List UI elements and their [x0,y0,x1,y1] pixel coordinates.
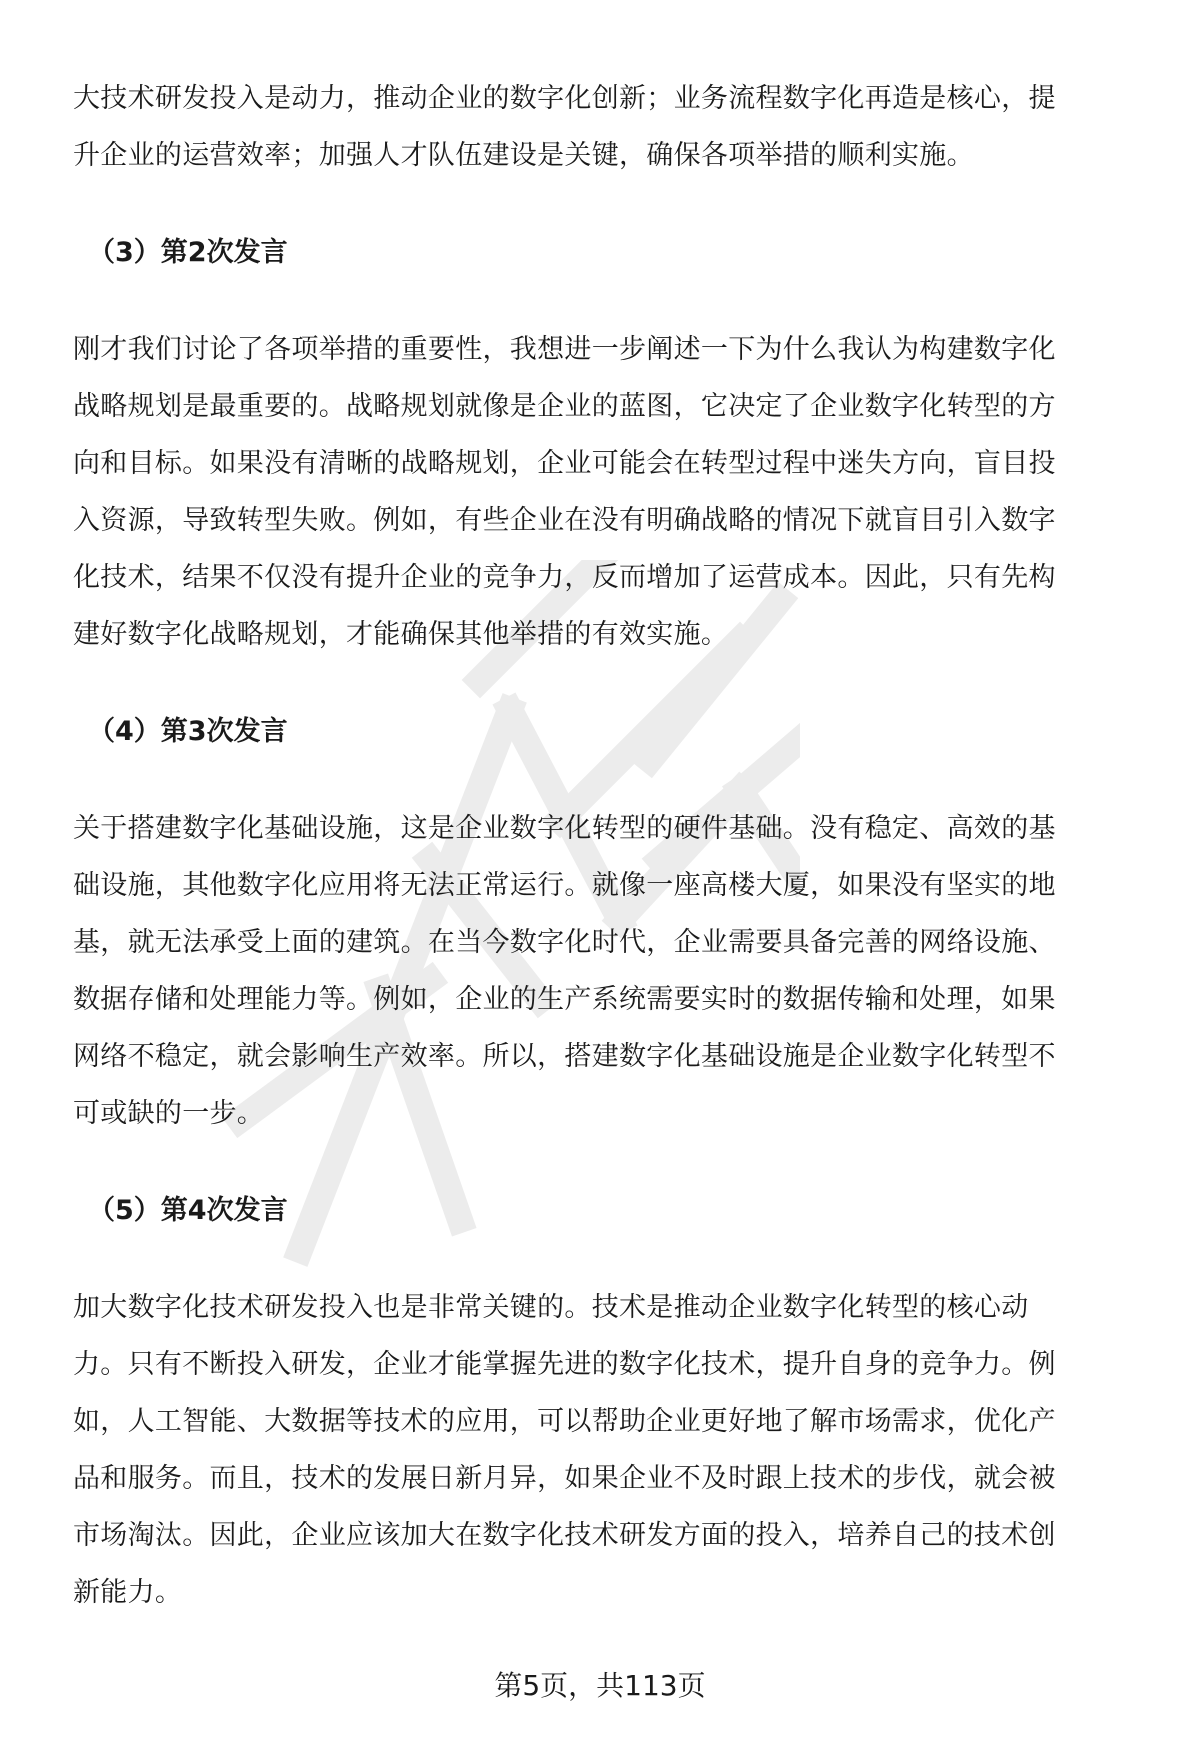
text-line: 如，人工智能、大数据等技术的应用，可以帮助企业更好地了解市场需求，优化产 [73,1406,1056,1437]
text-line: 入资源，导致转型失败。例如，有些企业在没有明确战略的情况下就盲目引入数字 [73,505,1056,536]
text-line: 基，就无法承受上面的建筑。在当今数字化时代，企业需要具备完善的网络设施、 [73,927,1056,958]
section-speech-3 [73,703,1153,1142]
text-line: 关于搭建数字化基础设施，这是企业数字化转型的硬件基础。没有稳定、高效的基 [73,813,1056,844]
section-heading: （3）第2次发言 [88,237,288,268]
text-line: 战略规划是最重要的。战略规划就像是企业的蓝图，它决定了企业数字化转型的方 [73,391,1056,422]
section-heading: （4）第3次发言 [88,716,288,747]
text-line: 数据存储和处理能力等。例如，企业的生产系统需要实时的数据传输和处理，如果 [73,984,1056,1015]
text-line: 建好数字化战略规划，才能确保其他举措的有效实施。 [73,619,729,650]
text-line: 础设施，其他数字化应用将无法正常运行。就像一座高楼大厦，如果没有坚实的地 [73,870,1056,901]
text-line: 力。只有不断投入研发，企业才能掌握先进的数字化技术，提升自身的竞争力。例 [73,1349,1056,1380]
intro-paragraph [73,70,1153,184]
text-line: 可或缺的一步。 [73,1098,265,1129]
section-paragraph [73,321,1153,663]
section-speech-2 [73,224,1153,663]
section-speech-4 [73,1182,1153,1621]
text-line: 加大数字化技术研发投入也是非常关键的。技术是推动企业数字化转型的核心动 [73,1292,1029,1323]
section-paragraph [73,1279,1153,1621]
section-paragraph [73,800,1153,1142]
text-line: 品和服务。而且，技术的发展日新月异，如果企业不及时跟上技术的步伐，就会被 [73,1463,1056,1494]
section-heading: （5）第4次发言 [88,1195,288,1226]
text-line: 网络不稳定，就会影响生产效率。所以，搭建数字化基础设施是企业数字化转型不 [73,1041,1056,1072]
document-body [73,70,1153,1621]
text-line: 新能力。 [73,1577,183,1608]
text-line: 大技术研发投入是动力，推动企业的数字化创新；业务流程数字化再造是核心，提 [73,83,1056,114]
text-line: 化技术，结果不仅没有提升企业的竞争力，反而增加了运营成本。因此，只有先构 [73,562,1056,593]
text-line: 向和目标。如果没有清晰的战略规划，企业可能会在转型过程中迷失方向，盲目投 [73,448,1056,479]
text-line: 升企业的运营效率；加强人才队伍建设是关键，确保各项举措的顺利实施。 [73,140,974,171]
text-line: 市场淘汰。因此，企业应该加大在数字化技术研发方面的投入，培养自己的技术创 [73,1520,1056,1551]
text-line: 刚才我们讨论了各项举措的重要性，我想进一步阐述一下为什么我认为构建数字化 [73,334,1056,365]
page-number-footer: 第5页，共113页 [494,1669,706,1702]
